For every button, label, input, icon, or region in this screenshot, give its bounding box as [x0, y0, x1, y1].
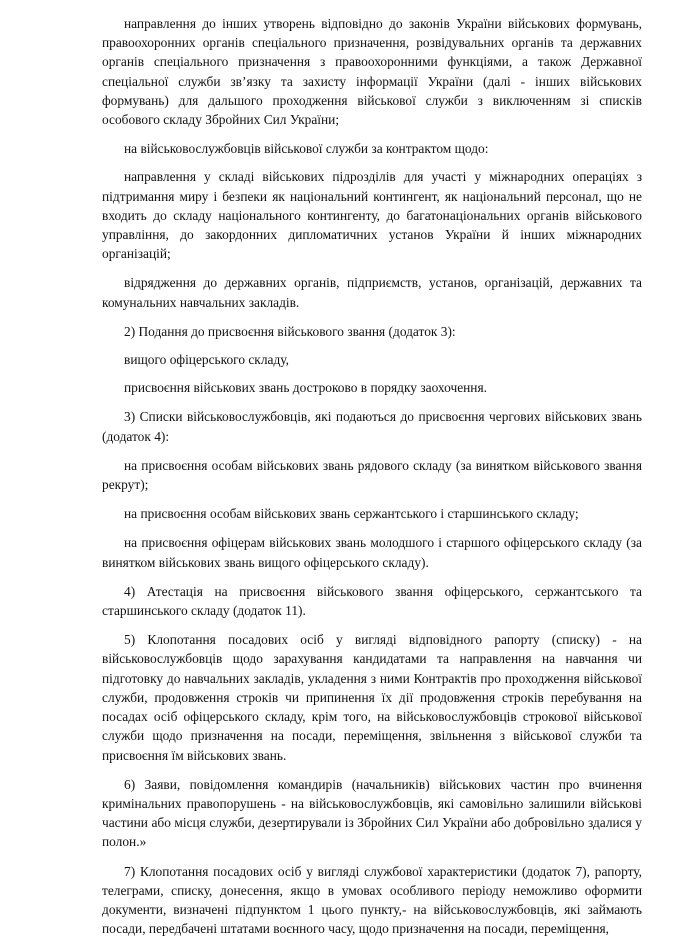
paragraph-early-promotion: присвоєння військових звань достроково в порядку заохочення.: [124, 380, 487, 396]
paragraph-private-ranks: на присвоєння особам військових звань рядового складу (за винятком військового звання рекрут);: [102, 457, 642, 493]
paragraph-secondment: відрядження до державних органів, підприємств, установ, організацій, державних та комунальних навчальних закладів.: [102, 275, 642, 310]
paragraph-sergeant-ranks: на присвоєння особам військових звань сержантського і старшинського складу;: [124, 506, 579, 522]
paragraph-item-4: 4) Атестація на присвоєння військового звання офіцерського, сержантського та старшинського складу (додаток 11).: [102, 583, 642, 619]
paragraph-item-6: 6) Заяви, повідомлення командирів (начальників) військових частин про вчинення кримінальних правопорушень - на військовослужбовців, які самовільно залишили військові частини або місця служби, дезертирували із Збройних Сил України або добровільно здалися у полон.»: [102, 776, 642, 850]
paragraph-item-7: 7) Клопотання посадових осіб у вигляді службової характеристики (додаток 7), рапорту, телеграми, списку, донесення, якщо в умовах особливого періоду неможливо оформити документи, визначені підпунктом 1 цього пункту,- на військовослужбовців, які займають посади, передбачені штатами воєнного часу, щодо призначення на посади, переміщення,: [102, 863, 642, 937]
paragraph-contract-service: на військовослужбовців військової служби за контрактом щодо:: [124, 141, 489, 157]
paragraph-other-formations: направлення до інших утворень відповідно до законів України військових формувань, правоохоронних органів спеціального призначення, розвідувальних органів та державних органів спеціального призначення з правоохоронними функціями, а також Державної спеціальної служби зв’язку та захисту інформації України (далі - інших військових формувань) для дальшого проходження військової служби з виключенням зі списків особового складу Збройних Сил України;: [102, 16, 642, 128]
paragraph-senior-officers: вищого офіцерського складу,: [124, 352, 289, 368]
paragraph-item-5: 5) Клопотання посадових осіб у вигляді відповідного рапорту (списку) - на військовослужбовців щодо зарахування кандидатами та направлення на навчання чи підготовку до навчальних закладів, укладення з ними Контрактів про проходження військової служби, продовження строків чи припинення їх дії продовження строків перебування на посадах осіб офіцерського складу, крім того, на військовослужбовців строкової військової служби щодо призначення на посади, переміщення, звільнення з військової служби та присвоєння їм військових звань.: [102, 632, 642, 763]
paragraph-peacekeeping: направлення у складі військових підрозділів для участі у міжнародних операціях з підтримання миру і безпеки як національний контингент, як національний персонал, що не входить до складу національного контингенту, до багатонаціональних органів військового управління, до закордонних дипломатичних установ України й інших міжнародних організацій;: [102, 169, 642, 262]
paragraph-officer-ranks: на присвоєння офіцерам військових звань молодшого і старшого офіцерського складу (за винятком військових звань вищого офіцерського складу).: [102, 535, 642, 570]
paragraph-item-3: 3) Списки військовослужбовців, які подаються до присвоєння чергових військових звань (додаток 4):: [102, 409, 642, 444]
paragraph-item-2: 2) Подання до присвоєння військового звання (додаток 3):: [124, 323, 456, 339]
